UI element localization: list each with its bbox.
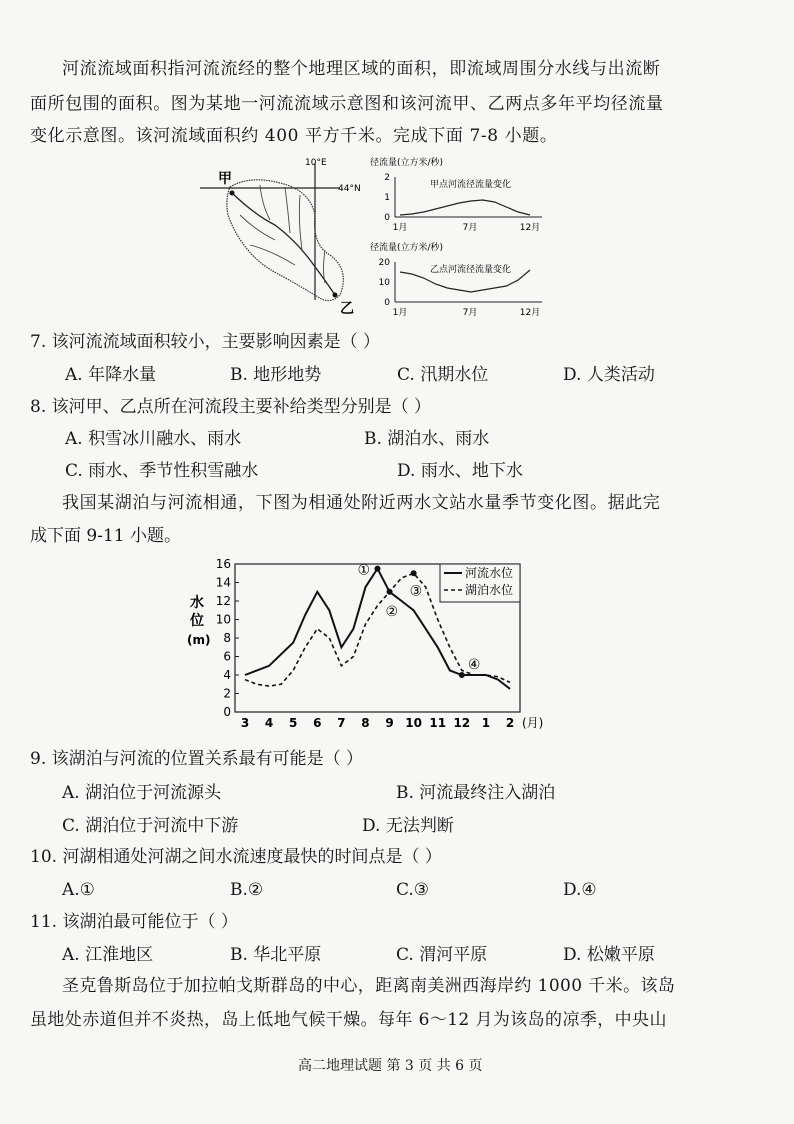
chart-ylabel: 径流量(立方米/秒)	[370, 158, 444, 168]
chart-xtick-label: 1	[481, 716, 491, 730]
chart-point-3	[411, 570, 417, 576]
chart-ylabel-1: 水	[190, 595, 204, 611]
q11-stem: 11. 该湖泊最可能位于（ ）	[30, 912, 238, 932]
q8-option-d[interactable]: D. 雨水、地下水	[397, 461, 523, 481]
chart-xtick-label: 10	[405, 716, 422, 730]
point-a-label: 甲	[218, 171, 232, 187]
chart-xtick-label: 2	[505, 716, 515, 730]
q7-option-a[interactable]: A. 年降水量	[65, 365, 157, 385]
chart-ytick-label: 14	[215, 575, 231, 590]
chart-runoff-line	[400, 200, 530, 215]
chart-annotation-4: ④	[467, 657, 481, 673]
lon-label: 10°E	[305, 158, 327, 168]
intro1-line1: 河流流域面积指河流流经的整个地理区域的面积，即流域周围分水线与出流断	[62, 59, 661, 79]
chart-ytick-label: 0	[384, 298, 390, 308]
q7-option-b[interactable]: B. 地形地势	[230, 365, 322, 385]
intro3-line1: 圣克鲁斯岛位于加拉帕戈斯群岛的中心，距离南美洲西海岸约 1000 千米。该岛	[62, 976, 676, 996]
q8-option-a[interactable]: A. 积雪冰川融水、雨水	[65, 429, 242, 449]
q7-stem: 7. 该河流流域面积较小，主要影响因素是（ ）	[30, 332, 381, 352]
q8-option-c[interactable]: C. 雨水、季节性积雪融水	[65, 461, 259, 481]
chart-point-4	[459, 672, 465, 678]
intro2-line1: 我国某湖泊与河流相通，下图为相通处附近两水文站水量季节变化图。据此完	[62, 493, 661, 513]
chart-xtick-label: 12	[453, 716, 471, 730]
intro1-line3: 变化示意图。该河流域面积约 400 平方千米。完成下面 7-8 小题。	[30, 126, 558, 146]
chart-annotation-1: ①	[357, 562, 371, 579]
chart-ylabel-unit: (m)	[187, 633, 211, 647]
chart-ytick-label: 10	[215, 612, 231, 627]
point-a-dot	[230, 191, 235, 196]
q7-option-d[interactable]: D. 人类活动	[563, 365, 655, 385]
chart-xtick-label: 11	[429, 716, 447, 730]
q9-option-b[interactable]: B. 河流最终注入湖泊	[396, 783, 556, 803]
chart-xtick-label: 7月	[462, 308, 478, 318]
q11-option-b[interactable]: B. 华北平原	[230, 945, 322, 965]
intro1-line2: 面所包围的面积。图为某地一河流流域示意图和该河流甲、乙两点多年平均径流量	[30, 94, 664, 114]
chart-annotation-3: ③	[409, 583, 423, 600]
chart-xtick-label: 9	[385, 716, 394, 730]
q10-stem: 10. 河湖相通处河湖之间水流速度最快的时间点是（ ）	[30, 847, 442, 867]
chart-title: 甲点河流径流量变化	[430, 180, 512, 190]
chart-xtick-label: 8	[361, 716, 370, 730]
chart-ytick-label: 6	[223, 649, 231, 664]
q10-option-c[interactable]: C.③	[396, 880, 430, 900]
chart-ytick-label: 4	[223, 668, 231, 682]
chart-ytick-label: 20	[378, 258, 390, 268]
q10-option-b[interactable]: B.②	[230, 880, 264, 900]
lat-label: 44°N	[338, 184, 361, 194]
chart-ytick-label: 12	[215, 594, 231, 608]
intro2-line2: 成下面 9-11 小题。	[30, 526, 181, 546]
chart-legend-label-1: 河流水位	[465, 566, 514, 580]
chart-point-1	[375, 566, 381, 572]
chart-xtick-label: 6	[313, 716, 322, 730]
chart-annotation-2: ②	[385, 603, 399, 620]
point-b-dot	[333, 293, 338, 298]
chart-ytick-label: 2	[384, 173, 390, 183]
chart-ylabel-2: 位	[190, 613, 204, 629]
chart-ytick-label: 0	[223, 705, 231, 719]
chart-xtick-label: 5	[289, 716, 298, 730]
chart-a-runoff	[370, 155, 550, 235]
main-river	[232, 193, 335, 295]
q11-option-c[interactable]: C. 渭河平原	[396, 945, 488, 965]
q11-option-a[interactable]: A. 江淮地区	[62, 945, 154, 965]
chart-ytick-label: 10	[378, 278, 390, 288]
q9-option-a[interactable]: A. 湖泊位于河流源头	[62, 783, 222, 803]
q8-option-b[interactable]: B. 湖泊水、雨水	[364, 429, 490, 449]
chart-xtick-label: 7月	[462, 223, 478, 233]
page-footer: 高二地理试题 第 3 页 共 6 页	[298, 1058, 483, 1074]
q9-option-c[interactable]: C. 湖泊位于河流中下游	[62, 816, 239, 836]
basin-map	[200, 155, 370, 315]
chart-xtick-label: 4	[264, 716, 274, 730]
chart-title: 乙点河流径流量变化	[430, 265, 512, 275]
chart-xtick-label: 7	[337, 716, 346, 730]
chart-xlabel: (月)	[522, 716, 544, 730]
q8-stem: 8. 该河甲、乙点所在河流段主要补给类型分别是（ ）	[30, 397, 432, 417]
chart-xtick-label: 1月	[392, 308, 408, 318]
point-b-label: 乙	[340, 301, 354, 315]
q9-stem: 9. 该湖泊与河流的位置关系最有可能是（ ）	[30, 749, 364, 769]
chart-xtick-label: 12月	[519, 308, 541, 318]
chart-b-runoff	[370, 240, 550, 320]
q10-option-d[interactable]: D.④	[563, 880, 597, 900]
chart-ytick-label: 1	[384, 193, 390, 203]
chart-xtick-label: 12月	[519, 223, 541, 233]
water-level-chart	[185, 552, 565, 732]
q10-option-a[interactable]: A.①	[62, 880, 95, 900]
intro3-line2: 虽地处赤道但并不炎热，岛上低地气候干燥。每年 6～12 月为该岛的凉季，中央山	[30, 1010, 667, 1030]
chart-ytick-label: 0	[384, 213, 390, 223]
chart-ylabel: 径流量(立方米/秒)	[370, 243, 444, 253]
chart-point-2	[387, 589, 393, 595]
q9-option-d[interactable]: D. 无法判断	[362, 816, 454, 836]
chart-legend-label-2: 湖泊水位	[465, 583, 514, 597]
chart-ytick-label: 16	[215, 557, 231, 571]
q7-option-c[interactable]: C. 汛期水位	[397, 365, 489, 385]
chart-ytick-label: 2	[223, 686, 231, 701]
chart-xtick-label: 1月	[392, 223, 408, 233]
chart-xtick-label: 3	[240, 716, 250, 730]
chart-legend	[440, 564, 520, 602]
q11-option-d[interactable]: D. 松嫩平原	[563, 945, 655, 965]
chart-ytick-label: 8	[223, 631, 231, 645]
